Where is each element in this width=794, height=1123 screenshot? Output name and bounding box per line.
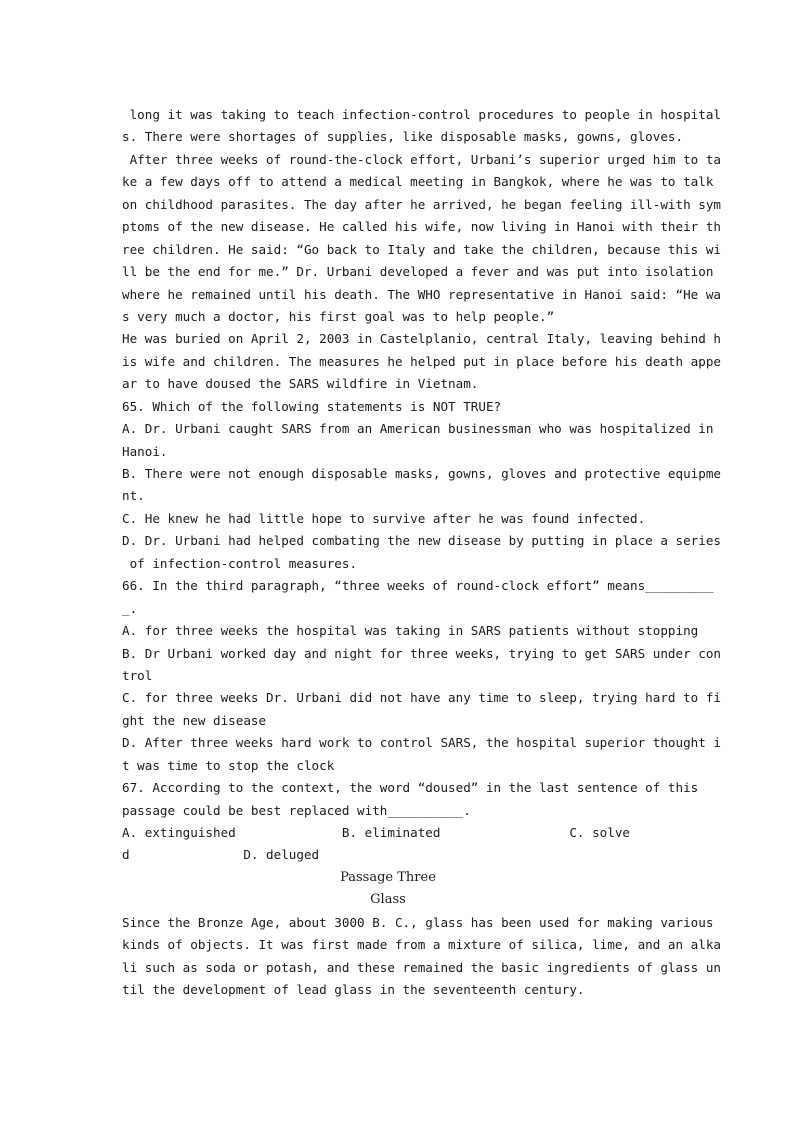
question-66: 66. In the third paragraph, “three weeks of round-clock effort” means_________ (122, 578, 714, 594)
text-line: long it was taking to teach infection-control procedures to people in hospital (122, 107, 721, 122)
option-line: nt. (122, 488, 145, 504)
option-line: A. Dr. Urbani caught SARS from an American businessman who was hospitalized in (122, 421, 714, 437)
text-line: li such as soda or potash, and these remained the basic ingredients of glass un (122, 959, 721, 975)
text-line: ll be the end for me.” Dr. Urbani developed a fever and was put into isolation (122, 264, 714, 280)
option-line: D. Dr. Urbani had helped combating the new disease by putting in place a series (122, 533, 721, 549)
text-line: where he remained until his death. The WHO representative in Hanoi said: “He wa (122, 286, 721, 302)
question-65: 65. Which of the following statements is NOT TRUE? (122, 398, 502, 414)
text-line: on childhood parasites. The day after he arrived, he began feeling ill-with sym (122, 196, 721, 212)
text-line: ke a few days off to attend a medical meeting in Bangkok, where he was to talk (122, 174, 714, 190)
question-line: passage could be best replaced with__________. (122, 802, 471, 818)
option-line: B. Dr Urbani worked day and night for three weeks, trying to get SARS under con (122, 645, 721, 661)
text-line: til the development of lead glass in the seventeenth century. (122, 982, 585, 998)
text-line: s. There were shortages of supplies, like disposable masks, gowns, gloves. (122, 129, 684, 145)
option-line: t was time to stop the clock (122, 757, 335, 773)
option-line: C. He knew he had little hope to survive after he was found infected. (122, 510, 646, 526)
document-page (122, 104, 721, 1002)
text-line: He was buried on April 2, 2003 in Castelplanio, central Italy, leaving behind h (122, 331, 721, 347)
text-line: kinds of objects. It was first made from a mixture of silica, lime, and an alka (122, 937, 721, 953)
option-line: C. for three weeks Dr. Urbani did not have any time to sleep, trying hard to fi (122, 690, 721, 706)
text-line: Since the Bronze Age, about 3000 B. C., glass has been used for making various (122, 914, 714, 930)
text-line: ree children. He said: “Go back to Italy and take the children, because this wi (122, 241, 721, 257)
option-line: A. extinguished B. eliminated C. solve (122, 825, 630, 840)
text-line: is wife and children. The measures he helped put in place before his death appe (122, 353, 721, 369)
option-line: trol (122, 667, 153, 683)
option-line: B. There were not enough disposable masks, gowns, gloves and protective equipme (122, 466, 721, 481)
question-line: _. (122, 600, 138, 616)
option-line: D. After three weeks hard work to control SARS, the hospital superior thought i (122, 735, 721, 751)
text-line: ptoms of the new disease. He called his wife, now living in Hanoi with their th (122, 219, 721, 235)
option-line: of infection-control measures. (122, 555, 358, 571)
text-line: ar to have doused the SARS wildfire in Vietnam. (122, 376, 479, 392)
option-line: Hanoi. (122, 443, 168, 459)
option-line: ght the new disease (122, 712, 267, 728)
section-heading: Passage Three (340, 869, 436, 885)
passage-title: Glass (370, 892, 406, 908)
text-line: s very much a doctor, his first goal was to help people.” (122, 308, 555, 324)
option-line: d D. deluged (122, 847, 320, 863)
question-67: 67. According to the context, the word “doused” in the last sentence of this (122, 780, 699, 796)
text-line: After three weeks of round-the-clock effort, Urbani’s superior urged him to ta (122, 151, 721, 167)
option-line: A. for three weeks the hospital was taking in SARS patients without stopping (122, 623, 699, 639)
